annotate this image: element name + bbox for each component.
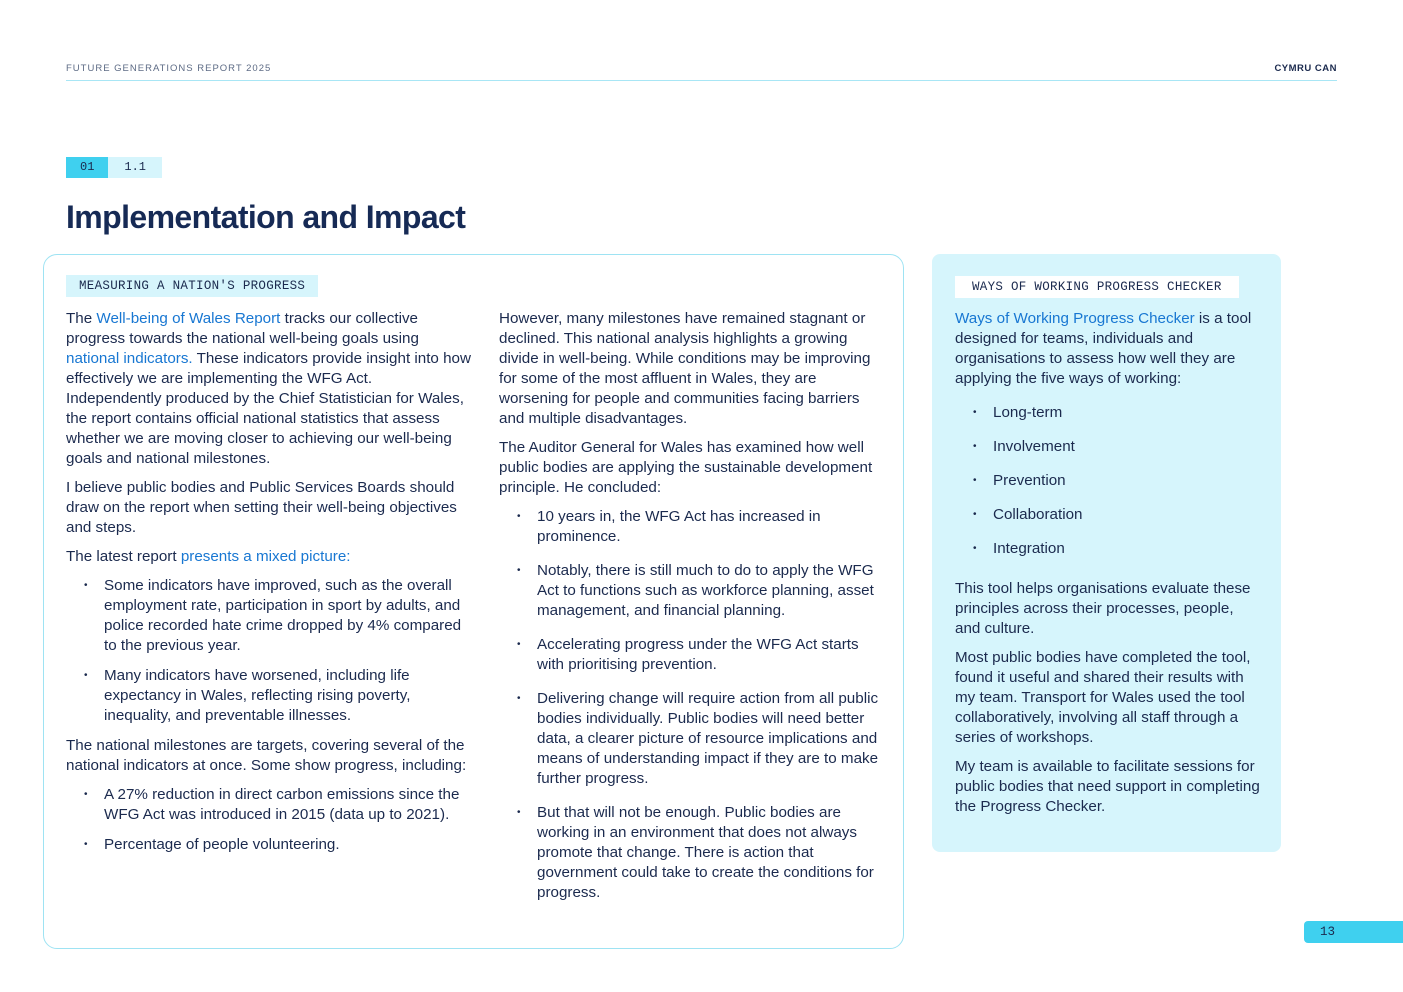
- checker-intro: [955, 309, 1260, 389]
- list-item: • Integration: [955, 539, 1260, 559]
- page-number: 13: [1304, 921, 1403, 943]
- national-indicators-link[interactable]: national indicators.: [66, 350, 193, 367]
- list-item: • Involvement: [955, 437, 1260, 457]
- wellbeing-report-link[interactable]: Well-being of Wales Report: [96, 310, 281, 327]
- latest-report-paragraph: [66, 547, 471, 567]
- section-tags: [66, 157, 162, 178]
- list-item: • Many indicators have worsened, including life expectancy in Wales, reflecting rising poverty, inequality, and preventable illnesses.: [66, 666, 471, 726]
- checker-purpose-paragraph: This tool helps organisations evaluate these principles across their processes, people, and culture.: [955, 580, 1251, 637]
- mixed-picture-link[interactable]: presents a mixed picture:: [180, 548, 351, 565]
- list-item: • Percentage of people volunteering.: [66, 835, 471, 855]
- list-item: • Long-term: [955, 403, 1260, 423]
- list-item: • A 27% reduction in direct carbon emissions since the WFG Act was introduced in 2015 (data up to 2021).: [66, 785, 471, 825]
- report-title: FUTURE GENERATIONS REPORT 2025: [66, 63, 272, 74]
- list-item: • Some indicators have improved, such as the overall employment rate, participation in sport by adults, and police recorded hate crime dropped by 4% compared to the previous year.: [66, 576, 471, 656]
- auditor-paragraph: The Auditor General for Wales has examined how well public bodies are applying the sustainable development principle. He concluded:: [499, 439, 873, 496]
- progress-checker-link[interactable]: Ways of Working Progress Checker: [955, 310, 1195, 327]
- progress-checker-content: [955, 309, 1260, 826]
- latest-report-text: The latest report: [66, 548, 181, 565]
- checker-intro-text: is a tool designed for teams, individuals and organisations to assess how well they are applying the five ways of working:: [955, 310, 1252, 387]
- ways-of-working-list: [955, 403, 1260, 559]
- list-item: • But that will not be enough. Public bodies are working in an environment that does not always promote that change. There is action that government could take to create the conditions for progress.: [499, 803, 884, 903]
- list-item: • Collaboration: [955, 505, 1260, 525]
- side-section-label: WAYS OF WORKING PROGRESS CHECKER: [955, 276, 1239, 298]
- list-item: • Delivering change will require action from all public bodies individually. Public bodies will need better data, a clearer picture of resource implications and means of understanding impact if they are to make further progress.: [499, 689, 884, 789]
- auditor-conclusions-list: [499, 507, 884, 903]
- main-column-right: [499, 309, 884, 917]
- checker-usage-paragraph: Most public bodies have completed the tool, found it useful and shared their results with my team. Transport for Wales used the tool collaboratively, involving all staff through a series of workshops.: [955, 649, 1251, 746]
- intro-text-2: tracks our collective progress towards the national well-being goals using: [66, 310, 419, 347]
- belief-paragraph: I believe public bodies and Public Services Boards should draw on the report when setting their well-being objectives and steps.: [66, 479, 457, 536]
- intro-text-1: The: [66, 310, 97, 327]
- main-section-label: MEASURING A NATION'S PROGRESS: [66, 275, 318, 297]
- milestone-list: [66, 785, 471, 855]
- header-divider: [66, 80, 1337, 81]
- page-title: Implementation and Impact: [66, 199, 466, 235]
- brand-name: CYMRU CAN: [1274, 63, 1337, 74]
- list-item: • Prevention: [955, 471, 1260, 491]
- chapter-tag: 01: [66, 157, 108, 178]
- list-item: • 10 years in, the WFG Act has increased in prominence.: [499, 507, 884, 547]
- stagnation-paragraph: However, many milestones have remained stagnant or declined. This national analysis highlights a growing divide in well-being. While conditions may be improving for some of the most affluent in Wales, they are worsening for people and communities facing barriers and multiple disadvantages.: [499, 310, 871, 427]
- list-item: • Notably, there is still much to do to apply the WFG Act to functions such as workforce planning, asset management, and financial planning.: [499, 561, 884, 621]
- indicator-list: [66, 576, 471, 726]
- intro-text-3: These indicators provide insight into how effectively we are implementing the WFG Act. Independently produced by the Chief Statistician for Wales, the report contains official national statistics that assess whether we are moving closer to achieving our well-being goals and national milestones.: [66, 350, 471, 467]
- section-tag: 1.1: [108, 157, 162, 178]
- list-item: • Accelerating progress under the WFG Act starts with prioritising prevention.: [499, 635, 884, 675]
- checker-support-paragraph: My team is available to facilitate sessions for public bodies that need support in completing the Progress Checker.: [955, 758, 1260, 815]
- main-column-left: [66, 309, 471, 865]
- milestones-paragraph: The national milestones are targets, covering several of the national indicators at once. Some show progress, including:: [66, 737, 467, 774]
- intro-paragraph: [66, 309, 471, 469]
